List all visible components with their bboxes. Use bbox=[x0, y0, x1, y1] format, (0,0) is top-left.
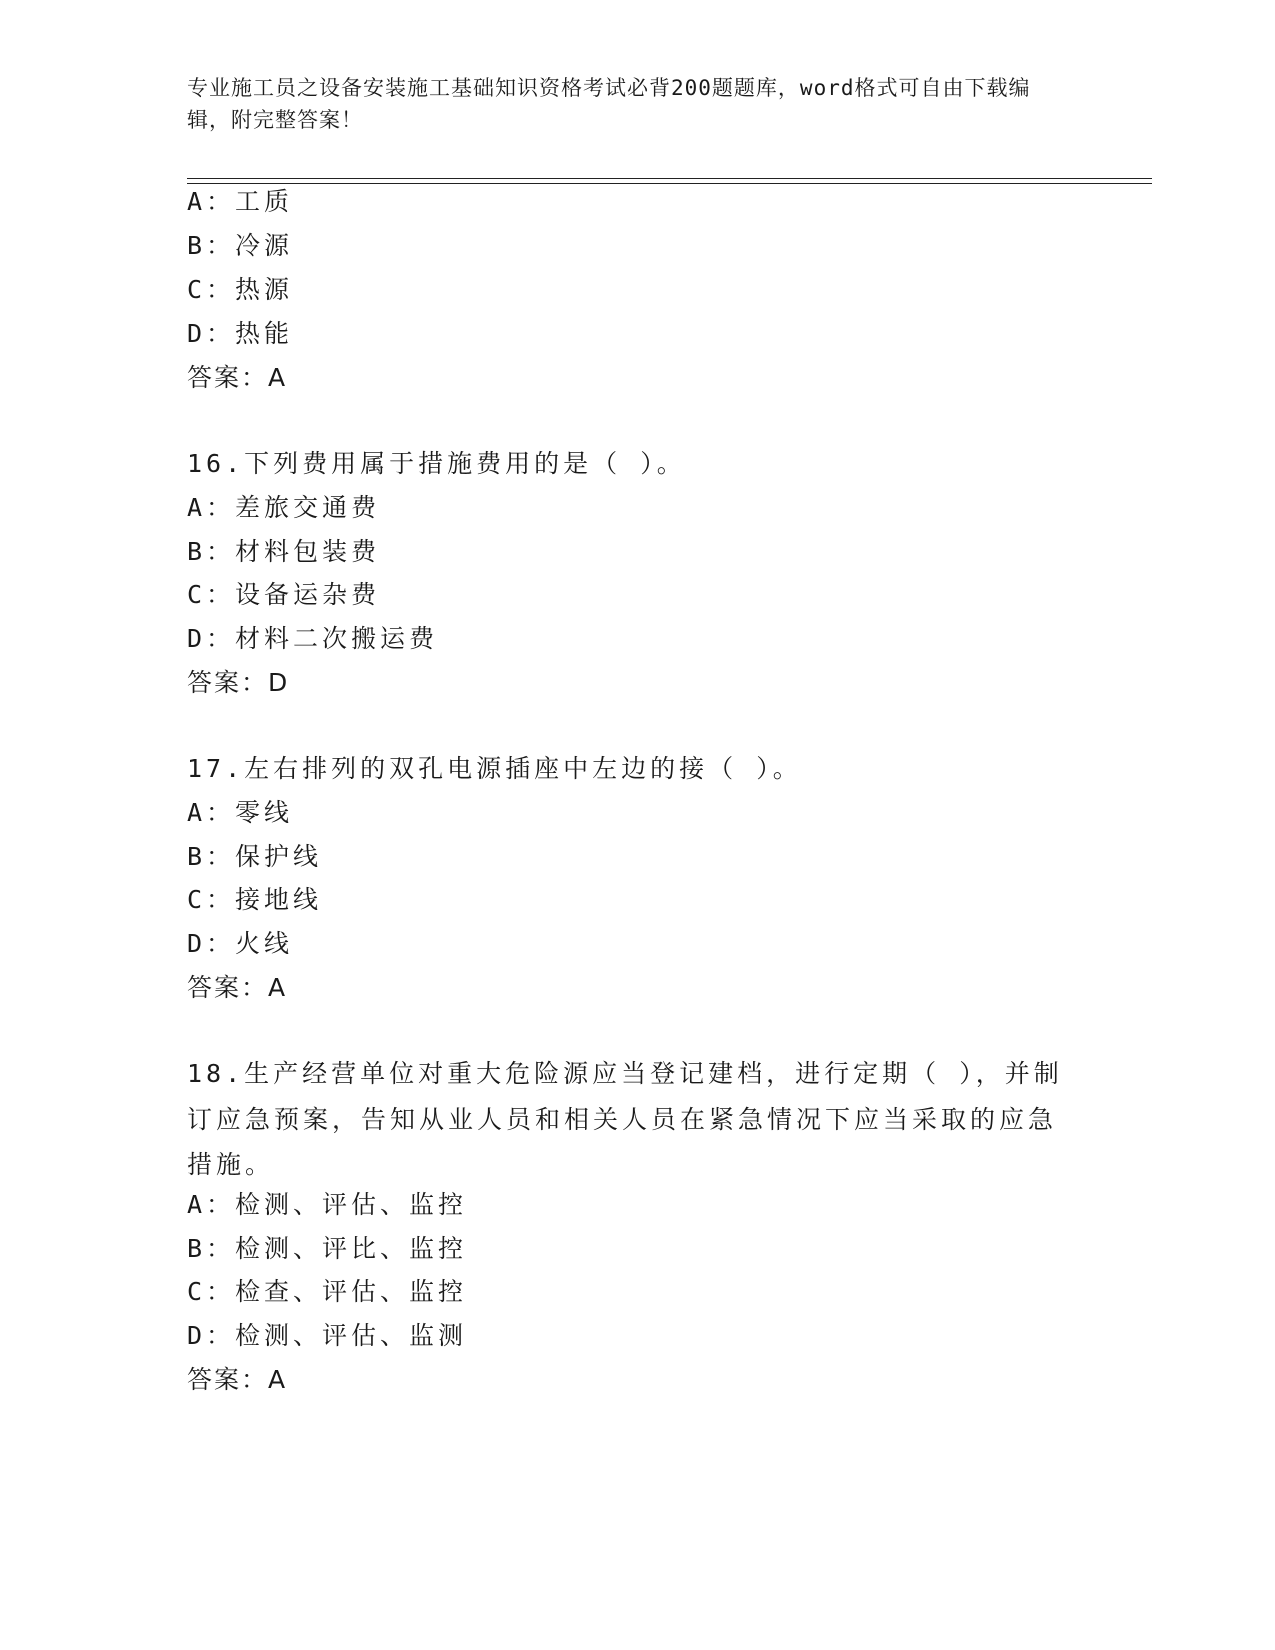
q16-stem: 16.下列费用属于措施费用的是（ ）。 bbox=[187, 449, 686, 478]
header-divider-bottom bbox=[187, 183, 1152, 184]
q17-option-a: A：零线 bbox=[187, 798, 294, 827]
q17-option-d: D：火线 bbox=[187, 929, 294, 958]
q18-answer: 答案：A bbox=[187, 1365, 288, 1394]
q18-option-a: A：检测、评估、监控 bbox=[187, 1190, 468, 1219]
q15-answer: 答案：A bbox=[187, 363, 288, 392]
q15-option-d: D：热能 bbox=[187, 319, 294, 348]
document-header: 专业施工员之设备安装施工基础知识资格考试必背200题题库，word格式可自由下载编辑，附完整答案！ bbox=[187, 76, 1031, 132]
q15-option-a: A：工质 bbox=[187, 187, 294, 216]
q18-option-b: B：检测、评比、监控 bbox=[187, 1234, 468, 1263]
q17-answer: 答案：A bbox=[187, 973, 288, 1002]
q17-option-b: B：保护线 bbox=[187, 842, 323, 871]
q16-option-c: C：设备运杂费 bbox=[187, 580, 381, 609]
q18-stem: 18.生产经营单位对重大危险源应当登记建档，进行定期（ ），并制订应急预案，告知从业人员和相关人员在紧急情况下应当采取的应急措施。 bbox=[187, 1059, 1063, 1179]
q18-option-d: D：检测、评估、监测 bbox=[187, 1321, 468, 1350]
q17-stem: 17.左右排列的双孔电源插座中左边的接（ ）。 bbox=[187, 754, 802, 783]
q16-option-a: A：差旅交通费 bbox=[187, 493, 381, 522]
q16-answer: 答案：D bbox=[187, 668, 290, 697]
header-divider-top bbox=[187, 178, 1152, 179]
q15-option-b: B：冷源 bbox=[187, 231, 294, 260]
q16-option-d: D：材料二次搬运费 bbox=[187, 624, 439, 653]
q17-option-c: C：接地线 bbox=[187, 885, 323, 914]
q15-option-c: C：热源 bbox=[187, 275, 294, 304]
q18-option-c: C：检查、评估、监控 bbox=[187, 1277, 468, 1306]
q16-option-b: B：材料包装费 bbox=[187, 537, 381, 566]
